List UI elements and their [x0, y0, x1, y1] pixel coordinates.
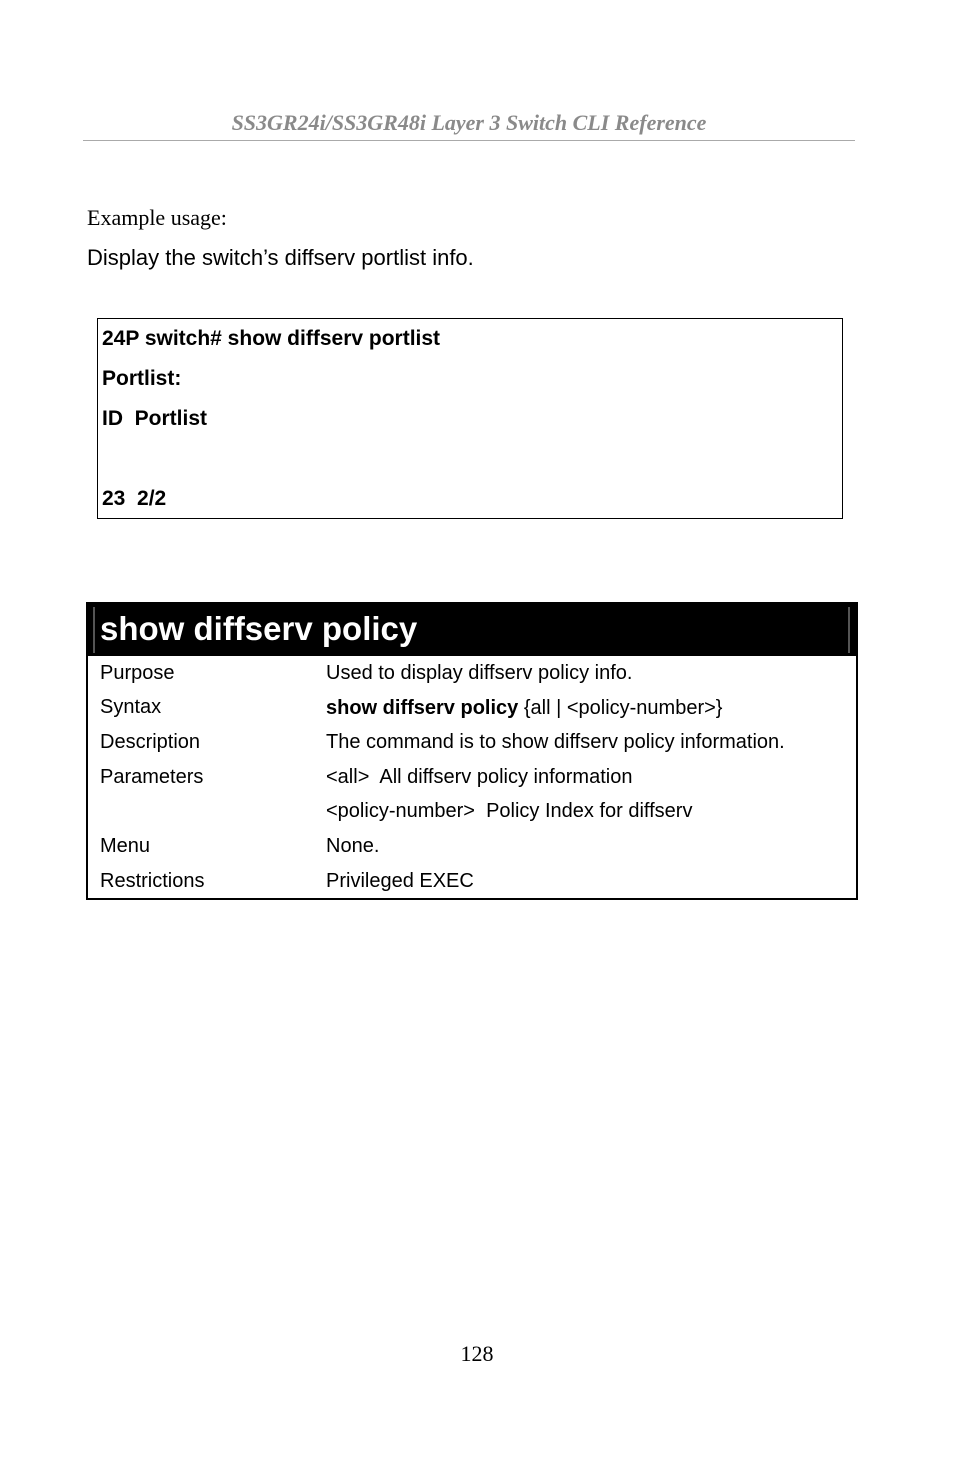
description-label: Description: [100, 731, 201, 753]
purpose-label: Purpose: [100, 662, 175, 684]
parameter-item: <policy-number> Policy Index for diffserv: [326, 800, 693, 822]
code-line: Portlist:: [102, 367, 182, 390]
code-line: 24P switch# show diffserv portlist: [102, 327, 441, 350]
code-line: 23 2/2: [102, 487, 167, 510]
menu-label: Menu: [100, 835, 151, 857]
title-bar-edge: [848, 607, 850, 653]
syntax-arguments: {all | <policy-number>}: [518, 697, 723, 719]
syntax-label: Syntax: [100, 696, 162, 718]
restrictions-label: Restrictions: [100, 870, 205, 892]
restrictions-value: Privileged EXEC: [326, 870, 474, 892]
syntax-value: [326, 697, 722, 720]
parameter-item: <all> All diffserv policy information: [326, 766, 633, 788]
code-example-box: [97, 318, 843, 519]
syntax-command: show diffserv policy: [326, 697, 519, 719]
parameters-label: Parameters: [100, 766, 204, 788]
header-divider: [83, 140, 855, 141]
code-line: ID Portlist: [102, 407, 208, 430]
command-reference-table: [86, 602, 858, 900]
command-title: show diffserv policy: [100, 610, 418, 647]
menu-value: None.: [326, 835, 380, 857]
purpose-value: Used to display diffserv policy info.: [326, 662, 633, 684]
page-number: 128: [460, 1341, 494, 1366]
example-description: Display the switch’s diffserv portlist info.: [87, 245, 474, 270]
example-usage-label: Example usage:: [87, 205, 227, 230]
title-bar-edge: [93, 607, 95, 653]
page-header: SS3GR24i/SS3GR48i Layer 3 Switch CLI Reference: [231, 110, 707, 135]
description-value: The command is to show diffserv policy information.: [326, 731, 785, 753]
command-title-bar: [88, 604, 856, 656]
